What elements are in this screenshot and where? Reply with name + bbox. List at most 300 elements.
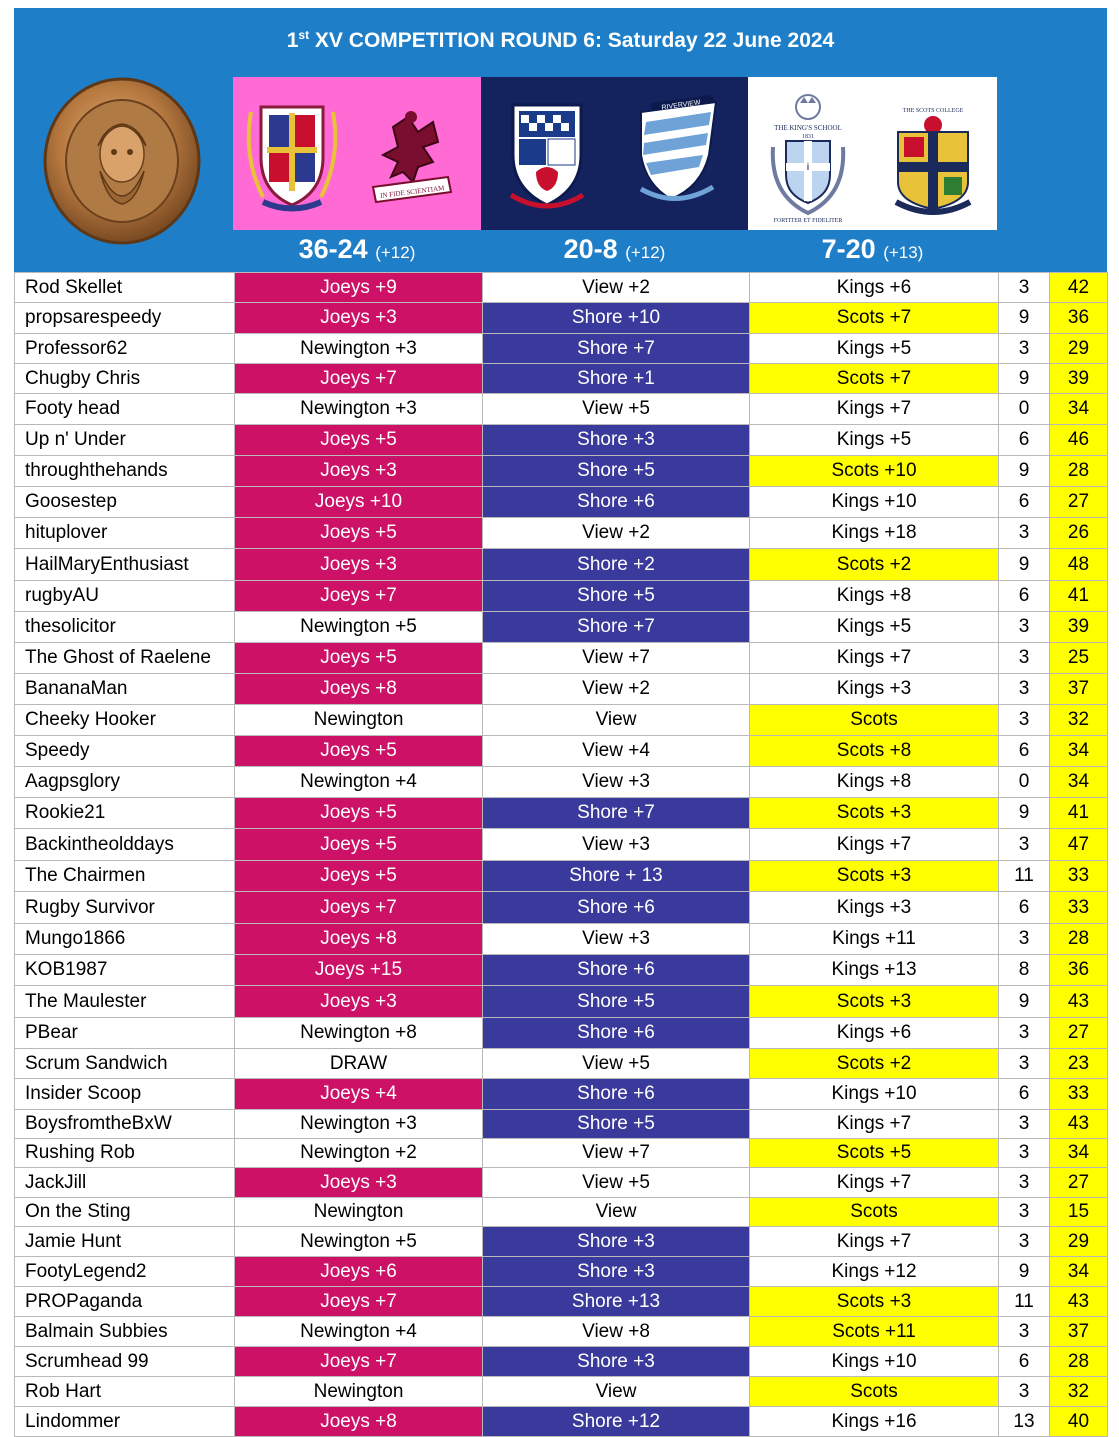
- player-name: Scrumhead 99: [15, 1347, 235, 1377]
- game3-pick: Kings +3: [750, 892, 999, 924]
- total-points: 43: [1050, 986, 1108, 1018]
- game1-pick: Joeys +8: [235, 1407, 483, 1437]
- player-name: propsarespeedy: [15, 303, 235, 334]
- game2-logos: [481, 77, 748, 230]
- kings-crest-icon: [773, 95, 843, 224]
- riverview-label: RIVERVIEW: [661, 99, 701, 112]
- game2-pick: View +4: [483, 736, 750, 767]
- total-points: 25: [1050, 643, 1108, 674]
- player-name: Footy head: [15, 394, 235, 425]
- game1-pick: Joeys +5: [235, 425, 483, 456]
- game3-margin: (+13): [883, 243, 924, 262]
- game3-pick: Scots: [750, 1377, 999, 1407]
- game3-pick: Scots +10: [750, 456, 999, 487]
- game1-pick: Newington +4: [235, 1317, 483, 1347]
- game2-pick: Shore +7: [483, 334, 750, 364]
- game2-pick: Shore +5: [483, 456, 750, 487]
- player-name: Lindommer: [15, 1407, 235, 1437]
- table-row: [15, 334, 1108, 364]
- game3-pick: Scots +2: [750, 1049, 999, 1079]
- game2-pick: Shore +2: [483, 549, 750, 581]
- game2-pick: View: [483, 1198, 750, 1227]
- round-points: 3: [999, 1049, 1050, 1079]
- round-points: 3: [999, 334, 1050, 364]
- newington-dragon-crest-icon: [373, 111, 451, 202]
- total-points: 34: [1050, 1139, 1108, 1168]
- table-row: [15, 1287, 1108, 1317]
- tipping-table-body: [15, 273, 1108, 1437]
- total-points: 34: [1050, 394, 1108, 425]
- game1-pick: Newington: [235, 1377, 483, 1407]
- total-points: 39: [1050, 364, 1108, 394]
- table-row: [15, 955, 1108, 986]
- game2-pick: Shore +6: [483, 1079, 750, 1110]
- round-points: 6: [999, 1347, 1050, 1377]
- game1-pick: Joeys +9: [235, 273, 483, 303]
- table-row: [15, 829, 1108, 861]
- player-name: JackJill: [15, 1168, 235, 1198]
- round-points: 3: [999, 1018, 1050, 1049]
- round-points: 0: [999, 394, 1050, 425]
- game3-logo-panel: [748, 77, 997, 230]
- total-points: 36: [1050, 303, 1108, 334]
- round-points: 9: [999, 549, 1050, 581]
- table-row: [15, 1139, 1108, 1168]
- table-row: [15, 736, 1108, 767]
- table-row: [15, 364, 1108, 394]
- game2-pick: View +2: [483, 674, 750, 705]
- player-name: Speedy: [15, 736, 235, 767]
- total-points: 36: [1050, 955, 1108, 986]
- table-row: [15, 425, 1108, 456]
- game1-pick: Newington +2: [235, 1139, 483, 1168]
- game3-score: [748, 234, 997, 265]
- game3-pick: Scots +11: [750, 1317, 999, 1347]
- game3-pick: Scots: [750, 705, 999, 736]
- game3-pick: Kings +8: [750, 581, 999, 612]
- player-name: On the Sting: [15, 1198, 235, 1227]
- table-row: [15, 1198, 1108, 1227]
- player-name: Rob Hart: [15, 1377, 235, 1407]
- player-name: thesolicitor: [15, 612, 235, 643]
- player-name: Backintheolddays: [15, 829, 235, 861]
- player-name: Goosestep: [15, 487, 235, 518]
- player-name: Professor62: [15, 334, 235, 364]
- riverview-crest-icon: [641, 99, 716, 199]
- total-points: 34: [1050, 767, 1108, 798]
- game2-logo-panel: [481, 77, 748, 230]
- game3-pick: Kings +6: [750, 1018, 999, 1049]
- total-points: 34: [1050, 1257, 1108, 1287]
- total-points: 28: [1050, 456, 1108, 487]
- player-name: KOB1987: [15, 955, 235, 986]
- table-row: [15, 705, 1108, 736]
- game2-pick: Shore +10: [483, 303, 750, 334]
- game2-pick: View +5: [483, 1168, 750, 1198]
- player-name: BananaMan: [15, 674, 235, 705]
- game1-logos: [233, 77, 481, 230]
- player-name: PROPaganda: [15, 1287, 235, 1317]
- total-points: 37: [1050, 674, 1108, 705]
- game2-pick: Shore +7: [483, 798, 750, 829]
- total-points: 23: [1050, 1049, 1108, 1079]
- game1-pick: Joeys +3: [235, 1168, 483, 1198]
- player-name: Cheeky Hooker: [15, 705, 235, 736]
- player-name: Aagpsglory: [15, 767, 235, 798]
- game1-pick: Joeys +5: [235, 829, 483, 861]
- game3-pick: Kings +5: [750, 612, 999, 643]
- game1-pick: Joeys +5: [235, 861, 483, 892]
- game1-pick: Joeys +3: [235, 549, 483, 581]
- total-points: 15: [1050, 1198, 1108, 1227]
- round-points: 9: [999, 798, 1050, 829]
- newington-motto: IN FIDE SCIENTIAM: [379, 184, 445, 200]
- game1-pick: Joeys +5: [235, 736, 483, 767]
- kings-label: THE KING'S SCHOOL: [774, 124, 842, 132]
- game1-pick: Joeys +7: [235, 1287, 483, 1317]
- round-points: 3: [999, 674, 1050, 705]
- total-points: 28: [1050, 1347, 1108, 1377]
- table-row: [15, 1227, 1108, 1257]
- round-points: 8: [999, 955, 1050, 986]
- total-points: 33: [1050, 1079, 1108, 1110]
- game3-pick: Kings +7: [750, 643, 999, 674]
- table-row: [15, 1317, 1108, 1347]
- total-points: 47: [1050, 829, 1108, 861]
- shore-crest-icon: [511, 105, 583, 206]
- game3-pick: Kings +3: [750, 674, 999, 705]
- total-points: 29: [1050, 1227, 1108, 1257]
- game3-pick: Kings +5: [750, 334, 999, 364]
- game3-pick: Scots +5: [750, 1139, 999, 1168]
- game3-pick: Kings +7: [750, 829, 999, 861]
- table-row: [15, 581, 1108, 612]
- round-points: 3: [999, 1198, 1050, 1227]
- round-points: 3: [999, 1168, 1050, 1198]
- tipping-table: [14, 272, 1108, 1437]
- svg-text:i: i: [806, 162, 810, 173]
- player-name: FootyLegend2: [15, 1257, 235, 1287]
- game1-pick: Joeys +7: [235, 364, 483, 394]
- player-name: Rod Skellet: [15, 273, 235, 303]
- game2-pick: Shore +3: [483, 1347, 750, 1377]
- game2-pick: View +2: [483, 273, 750, 303]
- total-points: 27: [1050, 487, 1108, 518]
- round-points: 11: [999, 861, 1050, 892]
- round-points: 9: [999, 986, 1050, 1018]
- table-row: [15, 456, 1108, 487]
- game1-pick: Newington +5: [235, 1227, 483, 1257]
- round-points: 3: [999, 1317, 1050, 1347]
- game2-pick: Shore +3: [483, 1257, 750, 1287]
- game3-logos: [748, 77, 997, 230]
- player-name: Rushing Rob: [15, 1139, 235, 1168]
- game1-pick: Joeys +8: [235, 674, 483, 705]
- player-name: rugbyAU: [15, 581, 235, 612]
- scots-crest-icon: [896, 108, 970, 212]
- game2-pick: Shore +6: [483, 955, 750, 986]
- table-row: [15, 487, 1108, 518]
- total-points: 41: [1050, 798, 1108, 829]
- game1-score: [233, 234, 481, 265]
- round-points: 6: [999, 581, 1050, 612]
- game3-pick: Kings +10: [750, 487, 999, 518]
- game1-pick: Newington +4: [235, 767, 483, 798]
- game3-pick: Kings +12: [750, 1257, 999, 1287]
- game1-score-value: 36-24: [298, 234, 368, 264]
- game2-pick: View +3: [483, 924, 750, 955]
- round-points: 9: [999, 364, 1050, 394]
- total-points: 32: [1050, 705, 1108, 736]
- game3-pick: Scots +8: [750, 736, 999, 767]
- player-name: Scrum Sandwich: [15, 1049, 235, 1079]
- table-row: [15, 303, 1108, 334]
- game3-pick: Scots +3: [750, 861, 999, 892]
- game3-pick: Kings +7: [750, 1168, 999, 1198]
- table-row: [15, 518, 1108, 549]
- table-row: [15, 767, 1108, 798]
- game2-pick: Shore +5: [483, 1110, 750, 1139]
- game2-pick: Shore +13: [483, 1287, 750, 1317]
- round-points: 6: [999, 425, 1050, 456]
- total-points: 34: [1050, 736, 1108, 767]
- total-points: 48: [1050, 549, 1108, 581]
- game2-pick: View +8: [483, 1317, 750, 1347]
- game1-pick: Joeys +7: [235, 892, 483, 924]
- player-name: HailMaryEnthusiast: [15, 549, 235, 581]
- game3-pick: Kings +10: [750, 1347, 999, 1377]
- title-sup: st: [298, 28, 310, 42]
- game3-pick: Kings +7: [750, 1110, 999, 1139]
- game2-pick: Shore +5: [483, 581, 750, 612]
- game3-pick: Kings +5: [750, 425, 999, 456]
- round-points: 9: [999, 456, 1050, 487]
- player-name: Balmain Subbies: [15, 1317, 235, 1347]
- player-name: throughthehands: [15, 456, 235, 487]
- total-points: 33: [1050, 892, 1108, 924]
- game2-margin: (+12): [625, 243, 666, 262]
- game2-pick: View +7: [483, 1139, 750, 1168]
- total-points: 26: [1050, 518, 1108, 549]
- game3-pick: Scots: [750, 1198, 999, 1227]
- game3-pick: Kings +13: [750, 955, 999, 986]
- scots-label: THE SCOTS COLLEGE: [902, 108, 964, 114]
- player-name: Mungo1866: [15, 924, 235, 955]
- game1-pick: Joeys +3: [235, 303, 483, 334]
- total-points: 40: [1050, 1407, 1108, 1437]
- game1-pick: Joeys +6: [235, 1257, 483, 1287]
- player-name: Jamie Hunt: [15, 1227, 235, 1257]
- game2-pick: View +7: [483, 643, 750, 674]
- game3-pick: Kings +10: [750, 1079, 999, 1110]
- page-title: [14, 28, 1107, 53]
- table-row: [15, 1347, 1108, 1377]
- game1-pick: Joeys +3: [235, 986, 483, 1018]
- game1-logo-panel: [233, 77, 481, 230]
- table-row: [15, 612, 1108, 643]
- game3-pick: Kings +8: [750, 767, 999, 798]
- game1-pick: Joeys +5: [235, 798, 483, 829]
- table-row: [15, 986, 1108, 1018]
- game2-score-value: 20-8: [563, 234, 618, 264]
- game3-pick: Scots +3: [750, 798, 999, 829]
- game2-pick: Shore +1: [483, 364, 750, 394]
- game2-pick: Shore +3: [483, 425, 750, 456]
- round-points: 13: [999, 1407, 1050, 1437]
- round-points: 3: [999, 829, 1050, 861]
- game1-pick: Joeys +15: [235, 955, 483, 986]
- game1-pick: Newington: [235, 1198, 483, 1227]
- game1-pick: Joeys +8: [235, 924, 483, 955]
- table-row: [15, 273, 1108, 303]
- game1-pick: Joeys +3: [235, 456, 483, 487]
- game2-pick: View +5: [483, 1049, 750, 1079]
- game2-pick: View: [483, 705, 750, 736]
- game1-pick: Newington +3: [235, 334, 483, 364]
- game1-pick: Joeys +7: [235, 1347, 483, 1377]
- table-row: [15, 1110, 1108, 1139]
- total-points: 27: [1050, 1018, 1108, 1049]
- game2-pick: View +3: [483, 829, 750, 861]
- total-points: 33: [1050, 861, 1108, 892]
- header-banner: [14, 8, 1107, 272]
- table-row: [15, 1257, 1108, 1287]
- game1-pick: Joeys +5: [235, 518, 483, 549]
- game3-score-value: 7-20: [821, 234, 876, 264]
- player-name: Chugby Chris: [15, 364, 235, 394]
- game1-pick: Joeys +10: [235, 487, 483, 518]
- round-points: 3: [999, 924, 1050, 955]
- table-row: [15, 798, 1108, 829]
- total-points: 29: [1050, 334, 1108, 364]
- game3-pick: Kings +18: [750, 518, 999, 549]
- game3-pick: Kings +7: [750, 1227, 999, 1257]
- table-row: [15, 1018, 1108, 1049]
- table-row: [15, 549, 1108, 581]
- player-name: Rookie21: [15, 798, 235, 829]
- round-points: 6: [999, 892, 1050, 924]
- round-points: 3: [999, 643, 1050, 674]
- game2-pick: Shore +6: [483, 1018, 750, 1049]
- game1-pick: Newington +3: [235, 1110, 483, 1139]
- game2-pick: Shore +6: [483, 487, 750, 518]
- game3-pick: Scots +3: [750, 1287, 999, 1317]
- player-name: PBear: [15, 1018, 235, 1049]
- table-row: [15, 1168, 1108, 1198]
- kings-motto: FORTITER ET FIDELITER: [773, 218, 843, 224]
- table-row: [15, 861, 1108, 892]
- game3-pick: Scots +3: [750, 986, 999, 1018]
- game3-pick: Kings +7: [750, 394, 999, 425]
- player-name: The Chairmen: [15, 861, 235, 892]
- player-name: Insider Scoop: [15, 1079, 235, 1110]
- round-points: 6: [999, 487, 1050, 518]
- kings-year: 1831: [802, 134, 814, 140]
- title-rest: XV COMPETITION ROUND 6: Saturday 22 June 2024: [309, 29, 835, 52]
- table-row: [15, 394, 1108, 425]
- round-points: 9: [999, 1257, 1050, 1287]
- game1-pick: Newington +5: [235, 612, 483, 643]
- round-points: 3: [999, 705, 1050, 736]
- player-name: The Maulester: [15, 986, 235, 1018]
- table-row: [15, 892, 1108, 924]
- game2-pick: Shore +3: [483, 1227, 750, 1257]
- total-points: 32: [1050, 1377, 1108, 1407]
- game2-pick: Shore +7: [483, 612, 750, 643]
- game1-margin: (+12): [375, 243, 416, 262]
- round-points: 9: [999, 303, 1050, 334]
- game3-pick: Scots +7: [750, 303, 999, 334]
- player-name: Up n' Under: [15, 425, 235, 456]
- game2-pick: Shore +6: [483, 892, 750, 924]
- round-points: 0: [999, 767, 1050, 798]
- round-points: 3: [999, 273, 1050, 303]
- player-name: The Ghost of Raelene: [15, 643, 235, 674]
- game2-pick: View +3: [483, 767, 750, 798]
- game3-pick: Scots +2: [750, 549, 999, 581]
- game2-pick: View +5: [483, 394, 750, 425]
- round-points: 6: [999, 736, 1050, 767]
- game3-pick: Kings +16: [750, 1407, 999, 1437]
- table-row: [15, 924, 1108, 955]
- game1-pick: Joeys +7: [235, 581, 483, 612]
- total-points: 42: [1050, 273, 1108, 303]
- total-points: 43: [1050, 1110, 1108, 1139]
- round-points: 3: [999, 1110, 1050, 1139]
- total-points: 39: [1050, 612, 1108, 643]
- game2-pick: View +2: [483, 518, 750, 549]
- round-points: 3: [999, 1227, 1050, 1257]
- total-points: 41: [1050, 581, 1108, 612]
- game1-pick: Joeys +4: [235, 1079, 483, 1110]
- game2-pick: Shore +12: [483, 1407, 750, 1437]
- game1-pick: Newington: [235, 705, 483, 736]
- player-name: hituplover: [15, 518, 235, 549]
- game3-pick: Kings +6: [750, 273, 999, 303]
- table-row: [15, 1049, 1108, 1079]
- game2-pick: Shore +5: [483, 986, 750, 1018]
- game1-pick: Joeys +5: [235, 643, 483, 674]
- table-row: [15, 643, 1108, 674]
- table-row: [15, 1377, 1108, 1407]
- round-points: 3: [999, 518, 1050, 549]
- total-points: 46: [1050, 425, 1108, 456]
- game3-pick: Scots +7: [750, 364, 999, 394]
- table-row: [15, 1407, 1108, 1437]
- total-points: 27: [1050, 1168, 1108, 1198]
- game2-score: [481, 234, 748, 265]
- title-prefix: 1: [286, 29, 299, 52]
- round-points: 3: [999, 612, 1050, 643]
- round-points: 3: [999, 1377, 1050, 1407]
- player-name: BoysfromtheBxW: [15, 1110, 235, 1139]
- table-row: [15, 1079, 1108, 1110]
- joeys-crest-icon: [249, 107, 336, 209]
- game2-pick: Shore + 13: [483, 861, 750, 892]
- table-row: [15, 674, 1108, 705]
- player-name: Rugby Survivor: [15, 892, 235, 924]
- round-points: 6: [999, 1079, 1050, 1110]
- medal-emblem-icon: [42, 76, 202, 246]
- game1-pick: Newington +3: [235, 394, 483, 425]
- total-points: 43: [1050, 1287, 1108, 1317]
- game1-pick: DRAW: [235, 1049, 483, 1079]
- total-points: 28: [1050, 924, 1108, 955]
- round-points: 11: [999, 1287, 1050, 1317]
- game2-pick: View: [483, 1377, 750, 1407]
- game3-pick: Kings +11: [750, 924, 999, 955]
- game1-pick: Newington +8: [235, 1018, 483, 1049]
